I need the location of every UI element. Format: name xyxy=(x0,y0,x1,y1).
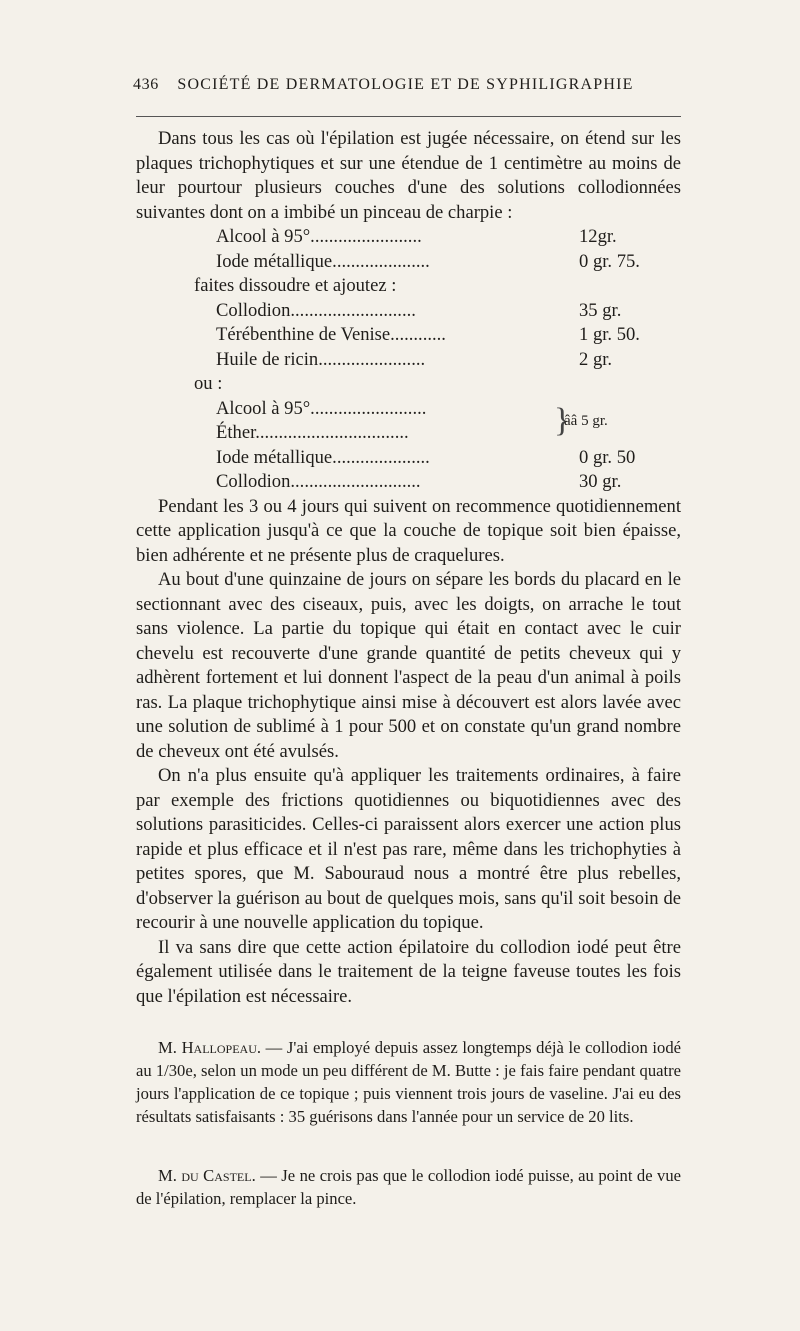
recipe-alternative xyxy=(136,372,681,397)
ingredient-name: Alcool à 95°......................... xyxy=(216,397,427,419)
body-paragraph: Il va sans dire que cette action épilatoire du collodion iodé peut être également utilisée dans le traitement de la teigne faveuse toutes les fois que l'épilation est nécessaire. xyxy=(136,936,681,1007)
ingredient-qty: 0 gr. 50 xyxy=(579,446,636,468)
brace-glyph: } xyxy=(554,401,571,439)
main-text xyxy=(136,127,681,1009)
ingredient-name: Collodion........................... xyxy=(216,299,416,321)
alternative-label: ou : xyxy=(194,373,223,394)
ingredient-qty: 1 gr. 50. xyxy=(579,324,640,345)
recipe-line xyxy=(136,250,681,275)
discussion-du-castel xyxy=(136,1164,681,1210)
recipe-line xyxy=(136,470,681,495)
body-paragraph: Pendant les 3 ou 4 jours qui suivent on recommence quotidiennement cette application jusqu'à ce que la couche de topique soit bien épaisse, bien adhérente et ne présente plus de craquelures. xyxy=(136,495,681,566)
braced-ingredients xyxy=(136,397,681,446)
speaker-prefix: M. xyxy=(158,1038,182,1057)
ingredient-qty: 2 gr. xyxy=(579,348,613,370)
ingredient-qty: 30 gr. xyxy=(579,471,622,492)
ingredient-qty: 0 gr. 75. xyxy=(579,250,640,272)
body-paragraph: Au bout d'une quinzaine de jours on sépare les bords du placard en le sectionnant avec des ciseaux, puis, avec les doigts, on arrache le tout sans violence. La partie du topique qui était en contact avec le cuir chevelu est recouverte d'une grande quantité de petits cheveux qui y adhèrent fortement et lui donnent l'aspect de la peau d'un animal à poils ras. La plaque trichophytique ainsi mise à découvert est alors lavée avec une solution de sublimé à 1 pour 500 et on constate qu'un grand nombre de cheveux ont été avulsés. xyxy=(136,569,681,762)
discussion-paragraph xyxy=(136,1036,681,1128)
recipe-line xyxy=(136,348,681,373)
recipe-line xyxy=(136,323,681,348)
recipe-step xyxy=(136,274,681,299)
speech-text: — J'ai employé depuis assez longtemps déjà le collodion iodé au 1/30e, selon un mode un peu différent de M. Butte : je fais faire pendant quatre jours l'application de ce topique ; puis viennent trois jours de vaseline. J'ai eu des résultats satisfaisants : 35 guérisons dans l'année pour un service de 20 lits. xyxy=(136,1038,681,1126)
speech-text: — Je ne crois pas que le collodion iodé puisse, au point de vue de l'épilation, remplacer la pince. xyxy=(136,1166,681,1208)
discussion-hallopeau xyxy=(136,1036,681,1128)
ingredient-name: Éther................................. xyxy=(216,422,409,443)
discussion-paragraph xyxy=(136,1164,681,1210)
ingredient-name: Collodion............................ xyxy=(216,471,421,492)
ingredient-qty: 12gr. xyxy=(579,226,617,247)
speaker-name: Hallopeau. xyxy=(181,1038,262,1057)
header-rule xyxy=(136,116,681,117)
intro-paragraph: Dans tous les cas où l'épilation est jugée nécessaire, on étend sur les plaques trichophytiques et sur une étendue de 1 centimètre au moins de leur pourtour plusieurs couches d'une des solutions collodionnées suivantes dont on a imbibé un pinceau de charpie : xyxy=(136,128,681,223)
ingredient-qty: 35 gr. xyxy=(579,299,622,321)
recipe-1 xyxy=(136,225,681,495)
ingredient-name: Térébenthine de Venise............ xyxy=(216,324,446,345)
ingredient-name: Iode métallique..................... xyxy=(216,446,430,468)
body-paragraph: On n'a plus ensuite qu'à appliquer les traitements ordinaires, à faire par exemple des frictions quotidiennes ou biquotidiennes avec des solutions parasiticides. Celles-ci paraissent alors exercer une action plus rapide et plus efficace et il n'est pas rare, même dans les trichophyties à petites spores, que M. Sabouraud nous a montré être plus rebelles, d'observer la guérison au bout de quelques mois, sans qu'il soit besoin de recourir à une nouvelle application du topique. xyxy=(136,765,681,933)
running-title: SOCIÉTÉ DE DERMATOLOGIE ET DE SYPHILIGRAPHIE xyxy=(177,76,634,93)
speaker-prefix: M. xyxy=(158,1166,182,1185)
recipe-line xyxy=(136,446,681,471)
ingredient-name: Huile de ricin....................... xyxy=(216,348,426,370)
ingredient-name: Iode métallique..................... xyxy=(216,250,430,272)
step-text: faites dissoudre et ajoutez : xyxy=(194,275,397,296)
page-number: 436 xyxy=(133,76,159,93)
speaker-name: du Castel. xyxy=(181,1166,256,1185)
recipe-line xyxy=(136,225,681,250)
running-header xyxy=(133,76,683,94)
ingredient-qty: ââ 5 gr. xyxy=(564,412,608,429)
recipe-line xyxy=(136,299,681,324)
ingredient-name: Alcool à 95°........................ xyxy=(216,226,422,247)
